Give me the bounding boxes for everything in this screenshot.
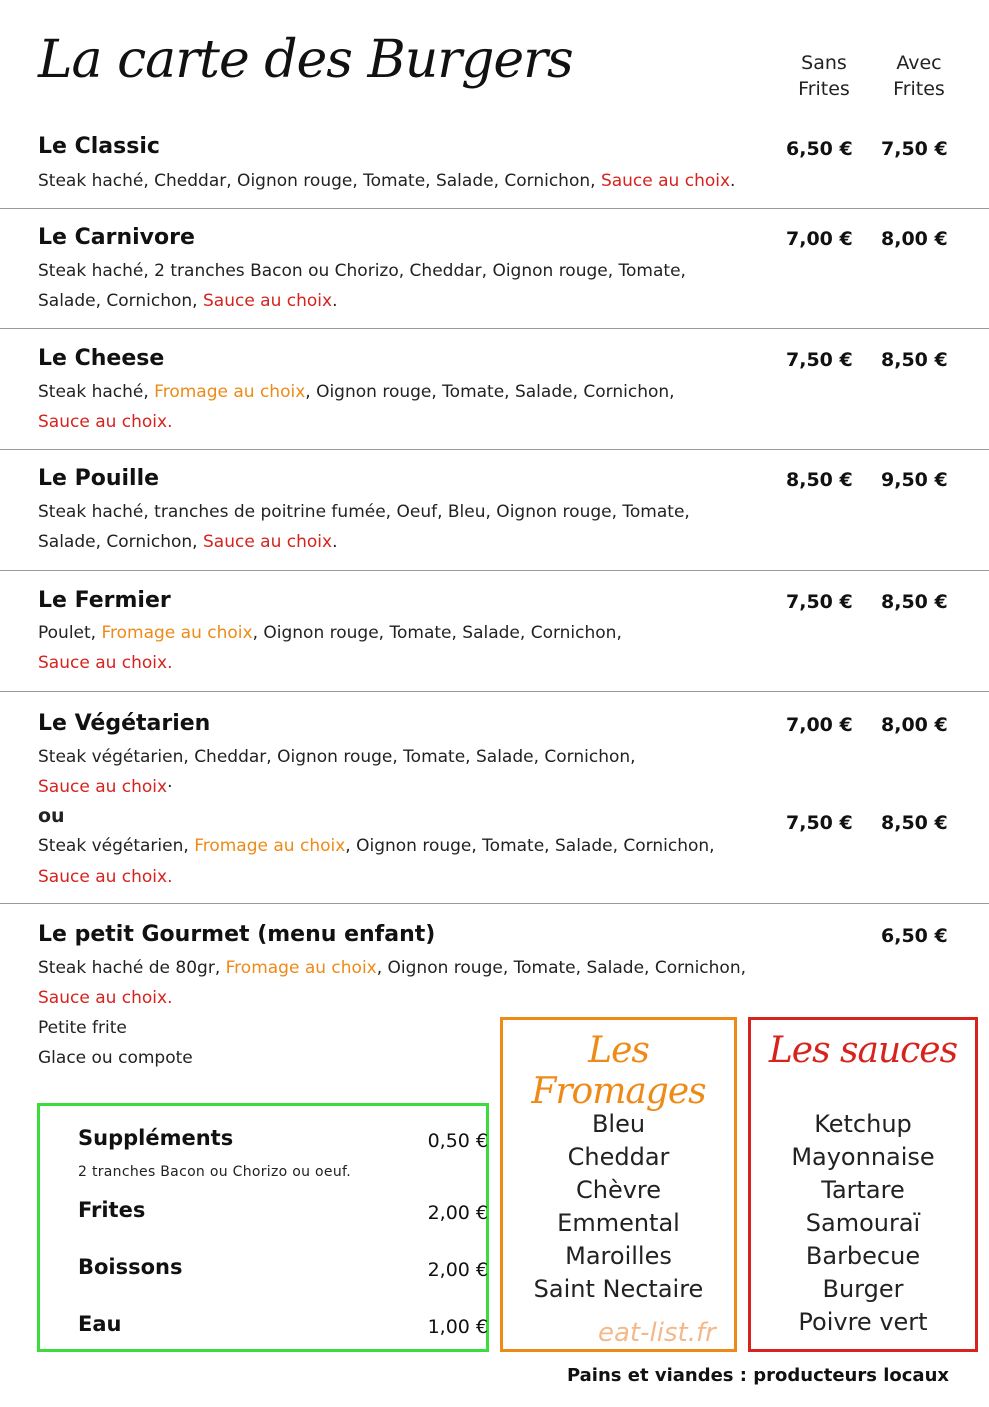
price-avec-frites: 9,50 € [881, 469, 948, 491]
column-header-line: Frites [798, 78, 850, 100]
item-description [38, 377, 675, 407]
fromage-choice: Fromage au choix [194, 836, 346, 856]
item-description [38, 648, 173, 678]
separator [0, 903, 989, 904]
fromage-item: Saint Nectaire [533, 1275, 704, 1303]
separator [0, 328, 989, 329]
sauces-title: Les sauces [768, 1030, 958, 1071]
sauce-choice: Sauce au choix [38, 653, 168, 673]
supplements-box [37, 1103, 489, 1352]
desc-text: . [167, 867, 173, 887]
item-description: Steak haché, 2 tranches Bacon ou Chorizo, Cheddar, Oignon rouge, Tomate, [38, 261, 686, 281]
sauces-box [748, 1017, 978, 1352]
supplement-name: Frites [78, 1198, 146, 1222]
price-sans-frites: 6,50 € [786, 138, 853, 160]
sauce-item: Tartare [821, 1176, 905, 1204]
desc-text: . [332, 291, 338, 311]
price-avec-frites: 8,00 € [881, 714, 948, 736]
column-header-sans-frites [779, 50, 869, 102]
price-sans-frites: 7,50 € [786, 349, 853, 371]
fromage-item: Emmental [557, 1209, 680, 1237]
sauces-list [751, 1108, 975, 1339]
desc-text: Steak haché, [38, 382, 155, 402]
separator [0, 449, 989, 450]
sauce-item: Burger [822, 1275, 904, 1303]
item-description [38, 407, 173, 437]
price-sans-frites: 7,50 € [786, 591, 853, 613]
price-avec-frites: 8,50 € [881, 812, 948, 834]
fromage-choice: Fromage au choix [101, 623, 253, 643]
or-label: ou [38, 805, 65, 827]
desc-text: Poulet, [38, 623, 102, 643]
item-description [38, 953, 746, 983]
fromage-item: Chèvre [575, 1176, 662, 1204]
desc-text: , Oignon rouge, Tomate, Salade, Cornichon, [305, 382, 675, 402]
desc-text: . [167, 412, 173, 432]
desc-text: , Oignon rouge, Tomate, Salade, Cornichon, [252, 623, 622, 643]
supplement-price: 2,00 € [427, 1259, 488, 1281]
column-header-line: Frites [893, 78, 945, 100]
fromage-choice: Fromage au choix [225, 958, 377, 978]
item-description [38, 286, 337, 316]
desc-text: · [167, 777, 173, 797]
supplement-price: 0,50 € [427, 1130, 488, 1152]
sauce-choice: Sauce au choix [600, 171, 731, 191]
item-description [38, 527, 337, 557]
desc-text: Steak haché de 80gr, [38, 958, 226, 978]
item-description [38, 618, 622, 648]
sauce-choice: Sauce au choix [38, 867, 168, 887]
desc-text: Salade, Cornichon, [38, 532, 203, 552]
price-sans-frites: 8,50 € [786, 469, 853, 491]
column-header-avec-frites [874, 50, 964, 102]
desc-text: . [332, 532, 338, 552]
sauce-item: Poivre vert [798, 1308, 928, 1336]
separator [0, 691, 989, 692]
fromage-item: Bleu [591, 1110, 646, 1138]
sauce-choice: Sauce au choix [38, 988, 168, 1008]
column-header-line: Avec [896, 52, 942, 74]
item-name: Le Classic [38, 134, 160, 159]
item-description: Steak haché, tranches de poitrine fumée, Oeuf, Bleu, Oignon rouge, Tomate, [38, 502, 690, 522]
sauce-choice: Sauce au choix [38, 777, 168, 797]
item-name: Le Végétarien [38, 711, 211, 736]
fromages-box [500, 1017, 737, 1352]
desc-text: Steak végétarien, [38, 836, 195, 856]
sauce-choice: Sauce au choix [38, 412, 168, 432]
desc-text: Steak haché, Cheddar, Oignon rouge, Tomate, Salade, Cornichon, [38, 171, 601, 191]
supplement-name: Boissons [78, 1255, 183, 1279]
fromage-item: Cheddar [567, 1143, 670, 1171]
price-avec-frites: 7,50 € [881, 138, 948, 160]
fromage-item: Maroilles [565, 1242, 672, 1270]
desc-text: , Oignon rouge, Tomate, Salade, Cornichon, [376, 958, 747, 978]
price-sans-frites: 7,50 € [786, 812, 853, 834]
item-description [38, 831, 715, 861]
sauce-item: Ketchup [814, 1110, 912, 1138]
desc-text: . [167, 988, 173, 1008]
item-name: Le Cheese [38, 346, 165, 371]
item-name: Le Fermier [38, 588, 171, 613]
desc-text: . [167, 653, 173, 673]
supplement-price: 1,00 € [427, 1316, 488, 1338]
fromages-title: Les Fromages [531, 1030, 706, 1112]
supplement-price: 2,00 € [427, 1202, 488, 1224]
price-avec-frites: 8,50 € [881, 349, 948, 371]
item-description [38, 772, 173, 802]
item-description [38, 862, 173, 892]
desc-text: . [730, 171, 736, 191]
supplement-name: Eau [78, 1312, 122, 1336]
menu-extra: Petite frite [38, 1018, 127, 1038]
price: 6,50 € [881, 925, 948, 947]
sauce-choice: Sauce au choix [202, 291, 333, 311]
desc-text: , Oignon rouge, Tomate, Salade, Cornichon, [345, 836, 715, 856]
menu-title: La carte des Burgers [38, 30, 573, 90]
sauce-choice: Sauce au choix [202, 532, 333, 552]
sauce-item: Barbecue [805, 1242, 921, 1270]
price-sans-frites: 7,00 € [786, 228, 853, 250]
price-sans-frites: 7,00 € [786, 714, 853, 736]
column-header-line: Sans [801, 52, 847, 74]
desc-text: Salade, Cornichon, [38, 291, 203, 311]
fromages-list [503, 1108, 734, 1306]
footer-note: Pains et viandes : producteurs locaux [566, 1365, 949, 1386]
separator [0, 208, 989, 209]
sauce-item: Samouraï [805, 1209, 921, 1237]
price-avec-frites: 8,50 € [881, 591, 948, 613]
separator [0, 570, 989, 571]
item-name: Le petit Gourmet (menu enfant) [38, 922, 436, 947]
menu-extra: Glace ou compote [38, 1048, 193, 1068]
supplement-name: Suppléments [78, 1126, 234, 1150]
item-name: Le Pouille [38, 466, 160, 491]
item-description [38, 166, 735, 196]
sauce-item: Mayonnaise [791, 1143, 935, 1171]
item-name: Le Carnivore [38, 225, 195, 250]
watermark: eat-list.fr [598, 1318, 716, 1348]
item-description [38, 983, 173, 1013]
item-description: Steak végétarien, Cheddar, Oignon rouge, Tomate, Salade, Cornichon, [38, 747, 636, 767]
supplement-note: 2 tranches Bacon ou Chorizo ou oeuf. [78, 1164, 351, 1180]
fromage-choice: Fromage au choix [154, 382, 306, 402]
price-avec-frites: 8,00 € [881, 228, 948, 250]
